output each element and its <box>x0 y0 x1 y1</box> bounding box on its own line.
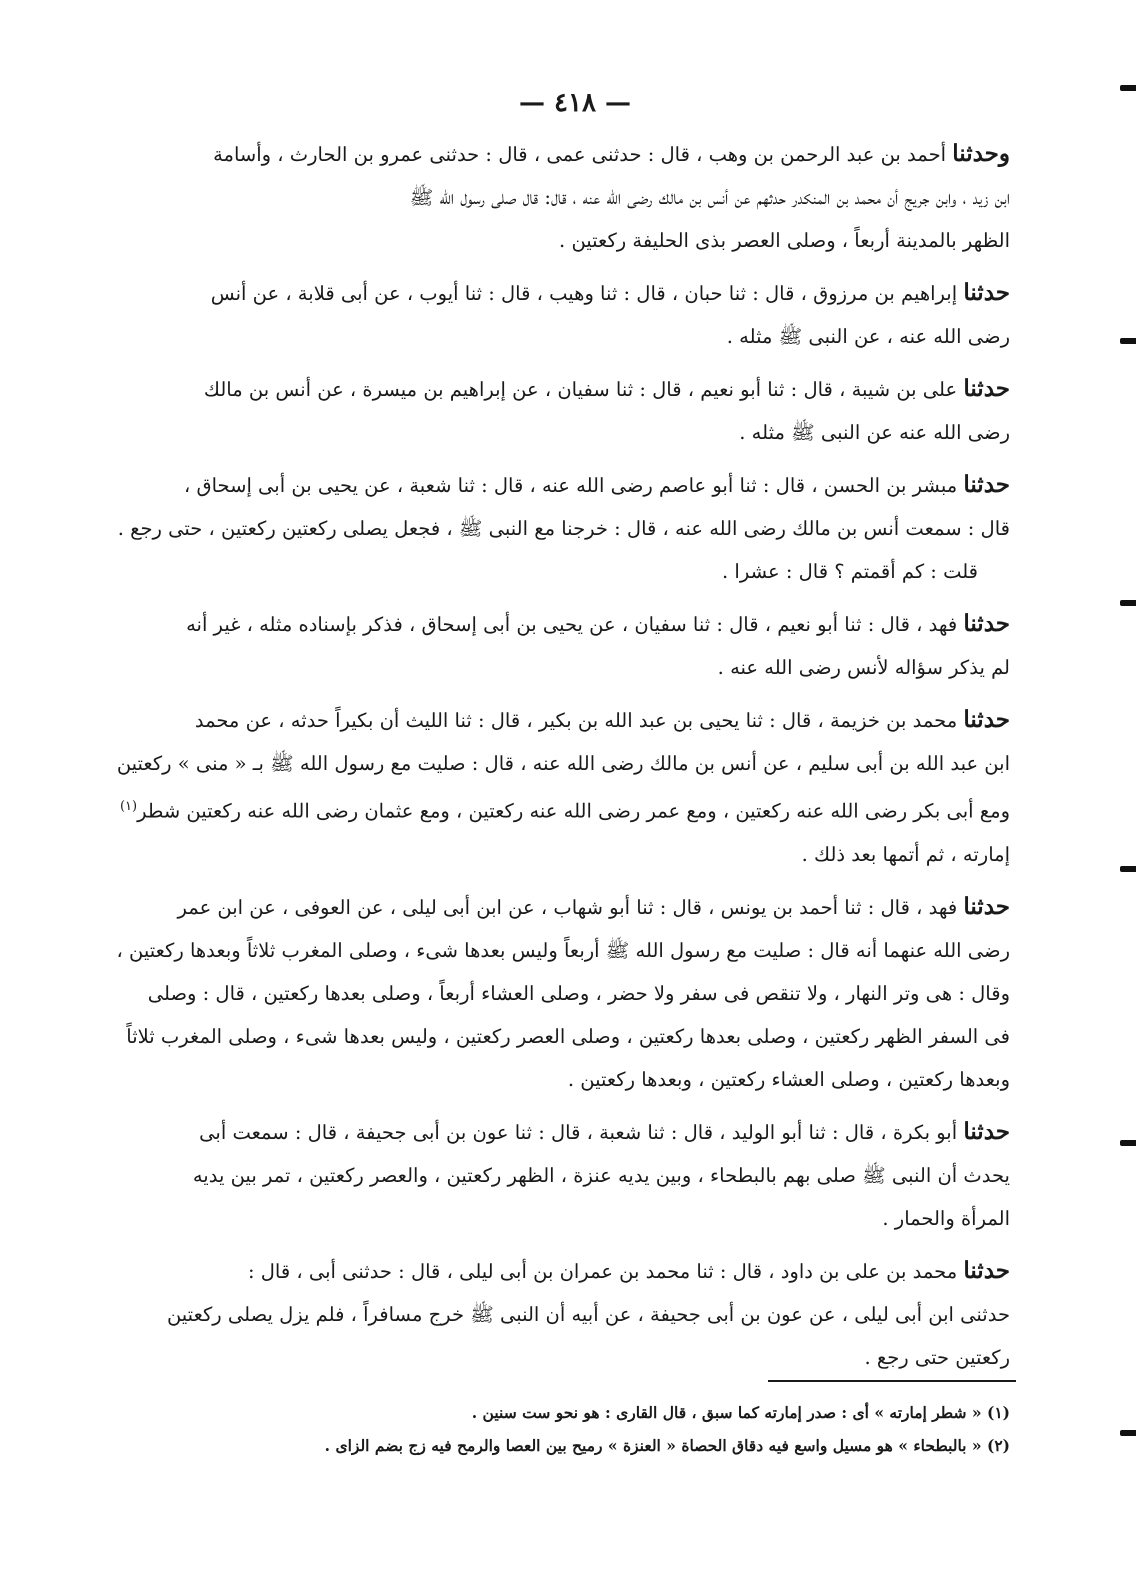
text-line: ركعتين حتى رجع . <box>864 1345 1010 1369</box>
text-line: مبشر بن الحسن ، قال : ثنا أبو عاصم رضى الله عنه ، قال : ثنا شعبة ، عن يحيى بن أبى إسحاق ، <box>183 474 958 497</box>
footnote-ref: (١) <box>119 799 138 814</box>
text-line: وقال : هى وتر النهار ، ولا تنقص فى سفر ولا حضر ، وصلى العشاء أربعاً ، وصلى بعدها ركعتين ، قال : وصلى <box>147 981 1010 1005</box>
page-edge-mark <box>1120 85 1136 91</box>
text-line: ومع أبى بكر رضى الله عنه ركعتين ، ومع عمر رضى الله عنه ركعتين ، ومع عثمان رضى الله عنه ركعتين شطر <box>137 799 1010 823</box>
text-line: محمد بن على بن داود ، قال : ثنا محمد بن عمران بن أبى ليلى ، قال : حدثنى أبى ، قال : <box>247 1259 958 1283</box>
text-line: وبعدها ركعتين ، وصلى العشاء ركعتين ، وبعدها ركعتين . <box>567 1067 1010 1091</box>
paragraph-lead: حدثنا <box>963 1117 1010 1145</box>
text-line: يحدث أن النبى ﷺ صلى بهم بالبطحاء ، وبين يديه عنزة ، الظهر ركعتين ، والعصر ركعتين ، تمر بين يديه <box>192 1163 1010 1187</box>
text-line: فى السفر الظهر ركعتين ، وصلى بعدها ركعتين ، وصلى العصر ركعتين ، وليس بعدها شىء ، وصلى المغرب ثلاثاً <box>126 1024 1010 1048</box>
footnote-divider <box>768 1380 1016 1382</box>
footnote: (١) « شطر إمارته » أى : صدر إمارته كما سبق ، قال القارى : هو نحو ست سنين . <box>471 1403 1010 1422</box>
text-line: رضى الله عنه عن النبى ﷺ مثله . <box>739 421 1010 444</box>
paragraph-lead: حدثنا <box>963 892 1010 920</box>
footnote: (٢) « بالبطحاء » هو مسيل واسع فيه دقاق الحصاة « العنزة » رميح بين العصا والرمح فيه زج بضم الزاى . <box>324 1436 1010 1455</box>
text-line: لم يذكر سؤاله لأنس رضى الله عنه . <box>717 656 1010 679</box>
hadith-paragraph <box>140 1249 1010 1379</box>
text-line: قلت : كم أقمتم ؟ قال : عشرا . <box>722 560 978 583</box>
text-line: إمارته ، ثم أتمها بعد ذلك . <box>801 842 1010 866</box>
paragraph-lead: حدثنا <box>963 375 1010 402</box>
page-number: — ٤١٨ — <box>518 88 632 118</box>
page-edge-mark <box>1120 600 1136 606</box>
page-body <box>116 88 1010 1388</box>
text-line: أحمد بن عبد الرحمن بن وهب ، قال : حدثنى عمى ، قال : حدثنى عمرو بن الحارث ، وأسامة <box>213 143 947 166</box>
footnotes <box>260 1396 1010 1462</box>
paragraph-lead: حدثنا <box>963 279 1010 306</box>
hadith-paragraph <box>140 271 1010 358</box>
page-edge-mark <box>1120 1140 1136 1146</box>
text-line: ابن زيد ، وابن جريج أن محمد بن المنكدر حدثهم عن أنس بن مالك رضى الله عنه ، قال: قال صلى رسول الله ﷺ <box>409 186 1010 209</box>
text-line: إبراهيم بن مرزوق ، قال : ثنا حبان ، قال : ثنا وهيب ، قال : ثنا أيوب ، عن أبى قلابة ، عن أنس <box>210 282 958 305</box>
hadith-paragraph <box>140 1110 1010 1240</box>
text-line: قال : سمعت أنس بن مالك رضى الله عنه ، قال : خرجنا مع النبى ﷺ ، فجعل يصلى ركعتين ركعتين ، حتى رجع . <box>117 517 1010 540</box>
text-line: رضى الله عنهما أنه قال : صليت مع رسول الله ﷺ أربعاً وليس بعدها شىء ، وصلى المغرب ثلاثاً وبعدها ركعتين ، <box>116 938 1010 962</box>
text-line: الظهر بالمدينة أربعاً ، وصلى العصر بذى الحليفة ركعتين . <box>559 229 1010 252</box>
text-line: فهد ، قال : ثنا أحمد بن يونس ، قال : ثنا أبو شهاب ، عن ابن أبى ليلى ، عن العوفى ، عن ابن عمر <box>177 895 958 919</box>
paragraph-lead: حدثنا <box>963 706 1010 733</box>
text-line: أبو بكرة ، قال : ثنا أبو الوليد ، قال : ثنا شعبة ، قال : ثنا عون بن أبى جحيفة ، قال : سمعت أبى <box>199 1120 958 1144</box>
page-edge-mark <box>1120 1430 1136 1436</box>
page-edge-mark <box>1120 866 1136 872</box>
paragraph-lead: حدثنا <box>963 610 1010 637</box>
hadith-paragraph <box>140 602 1010 689</box>
text-line: المرأة والحمار . <box>882 1206 1010 1230</box>
hadith-paragraph <box>140 367 1010 454</box>
text-line: محمد بن خزيمة ، قال : ثنا يحيى بن عبد الله بن بكير ، قال : ثنا الليث أن بكيراً حدثه ، عن محمد <box>194 709 958 732</box>
hadith-paragraph <box>117 463 1010 593</box>
hadith-paragraph <box>140 132 1010 262</box>
paragraph-lead: وحدثنا <box>952 140 1010 167</box>
text-line: فهد ، قال : ثنا أبو نعيم ، قال : ثنا سفيان ، عن يحيى بن أبى إسحاق ، فذكر بإسناده مثله ، غير أنه <box>186 613 958 636</box>
paragraph-lead: حدثنا <box>963 1256 1010 1284</box>
hadith-paragraph <box>116 885 1010 1101</box>
text-line: رضى الله عنه ، عن النبى ﷺ مثله . <box>726 325 1010 348</box>
page-edge-mark <box>1120 338 1136 344</box>
hadith-paragraph <box>116 698 1010 876</box>
text-line: ابن عبد الله بن أبى سليم ، عن أنس بن مالك رضى الله عنه ، قال : صليت مع رسول الله ﷺ بـ « منى » ركعتين <box>116 752 1010 775</box>
text-line: حدثنى ابن أبى ليلى ، عن عون بن أبى جحيفة ، عن أبيه أن النبى ﷺ خرج مسافراً ، فلم يزل يصلى ركعتين <box>166 1302 1010 1326</box>
paragraph-lead: حدثنا <box>963 471 1010 498</box>
text-line: على بن شيبة ، قال : ثنا أبو نعيم ، قال : ثنا سفيان ، عن إبراهيم بن ميسرة ، عن أنس بن مالك <box>203 378 958 401</box>
